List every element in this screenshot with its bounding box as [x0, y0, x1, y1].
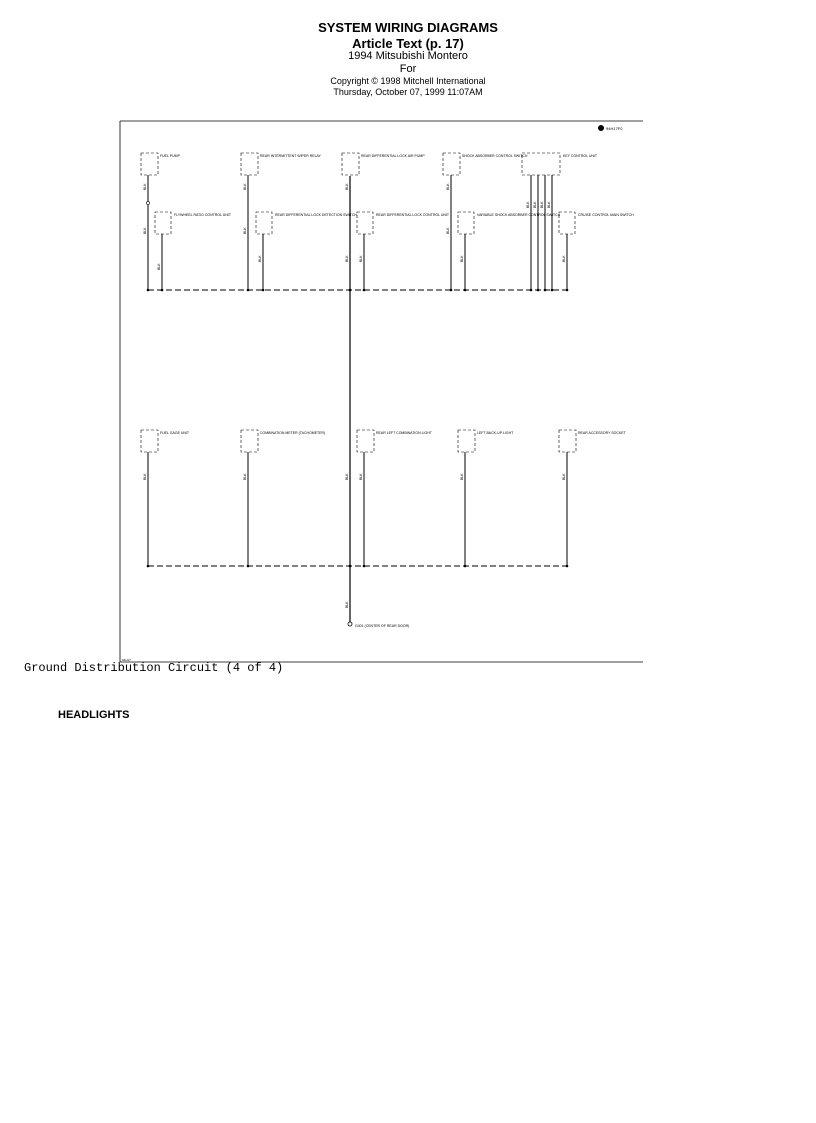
wire-tag: BLK [243, 473, 247, 480]
wire-color-tags [143, 183, 566, 608]
component-label: COMBINATION METER (TACHOMETER) [260, 431, 326, 435]
wire-tag: BLK [143, 183, 147, 190]
component-box [357, 430, 374, 452]
wire-tag: BLK [345, 255, 349, 262]
component-label: FUEL GAGE UNIT [160, 431, 190, 435]
junction-dot [349, 289, 352, 292]
wire-tag: BLK [359, 255, 363, 262]
badge-dot [598, 125, 604, 131]
print-date: Thursday, October 07, 1999 11:07AM [333, 87, 483, 97]
wire-tag: BLK [446, 183, 450, 190]
component-fuel-gage-unit [141, 430, 190, 566]
component-label: FUEL PUMP [160, 154, 180, 158]
wire-tag: BLK [345, 473, 349, 480]
component-rear-diff-detection-switch [256, 212, 357, 290]
component-rear-left-combination-light [357, 430, 433, 566]
component-box [241, 430, 258, 452]
junction-dot [551, 289, 554, 292]
component-rear-accessory-socket [559, 430, 627, 566]
component-box [443, 153, 460, 175]
component-left-backup-light [458, 430, 514, 566]
component-flywheel-ratio-unit [155, 212, 232, 290]
component-rear-diff-air-pump [342, 153, 425, 175]
component-box [458, 212, 474, 234]
component-label: KEY CONTROL UNIT [563, 154, 598, 158]
junction-dot [464, 565, 467, 568]
component-box [559, 430, 576, 452]
wire-tag: BLK [345, 601, 349, 608]
ground-point-g401 [348, 622, 409, 628]
component-box [155, 212, 171, 234]
ground-label: G401 (CENTER OF REAR DOOR) [355, 624, 410, 628]
article-page: Article Text (p. 17) [352, 36, 464, 51]
wire-tag: BLK [243, 183, 247, 190]
component-label: REAR DIFFERENTIAL LOCK CONTROL UNIT [376, 213, 450, 217]
junction-dot [464, 289, 467, 292]
component-key-control-unit [522, 153, 598, 290]
junction-dot [247, 289, 250, 292]
component-label: REAR ACCESSORY SOCKET [578, 431, 626, 435]
wire-tag: BLK [547, 201, 551, 208]
wire-tag: BLK [359, 473, 363, 480]
wire-tag: BLK [258, 255, 262, 262]
component-combination-meter [241, 430, 325, 566]
component-label: LEFT BACK-UP LIGHT [477, 431, 514, 435]
component-label: FLYWHEEL RATIO CONTROL UNIT [174, 213, 231, 217]
figure-badge [598, 125, 623, 131]
junction-dot [566, 565, 569, 568]
junction-dot [147, 565, 150, 568]
ground-icon [348, 622, 352, 626]
junction-dot [450, 289, 453, 292]
wire-tag: BLK [562, 255, 566, 262]
component-box [141, 153, 158, 175]
wire-tag: BLK [143, 227, 147, 234]
component-box [256, 212, 272, 234]
wire-tag: BLK [143, 473, 147, 480]
figure-caption: Ground Distribution Circuit (4 of 4) [24, 661, 284, 675]
junction-dot [161, 289, 164, 292]
splice [146, 201, 149, 204]
junction-dot [147, 289, 150, 292]
junction-dot [262, 289, 265, 292]
wire-tag: BLK [345, 183, 349, 190]
wire-tag: BLK [460, 473, 464, 480]
component-rear-wiper-relay [241, 153, 322, 290]
component-label: SHOCK ABSORBER CONTROL SWITCH [462, 154, 528, 158]
junction-dot [363, 289, 366, 292]
component-box [559, 212, 575, 234]
component-label: REAR DIFFERENTIAL LOCK AIR PUMP [361, 154, 425, 158]
junction-dot [349, 565, 352, 568]
wire-tag: BLK [533, 201, 537, 208]
component-label: CRUISE CONTROL MAIN SWITCH [578, 213, 634, 217]
component-box [342, 153, 359, 175]
component-label: REAR LEFT COMBINATION LIGHT [376, 431, 432, 435]
junction-dot [566, 289, 569, 292]
component-shock-absorber-switch [443, 153, 528, 290]
badge-text: 94H17F0 [606, 126, 623, 131]
copyright-line: Copyright © 1998 Mitchell International [330, 76, 486, 86]
wire-tag: BLK [562, 473, 566, 480]
section-heading: HEADLIGHTS [58, 709, 130, 721]
document-title: SYSTEM WIRING DIAGRAMS [318, 20, 498, 35]
component-label: REAR DIFFERENTIAL LOCK DETECTION SWITCH [275, 213, 357, 217]
component-box [357, 212, 373, 234]
wire-tag: BLK [540, 201, 544, 208]
wire-tag: BLK [243, 227, 247, 234]
junction-dot [247, 565, 250, 568]
component-box [141, 430, 158, 452]
junction-dot [530, 289, 533, 292]
wire-tag: BLK [446, 227, 450, 234]
junction-dot [537, 289, 540, 292]
component-box [241, 153, 258, 175]
component-label: VARIABLE SHOCK ABSORBER CONTROL SWITCH [477, 213, 561, 217]
component-box [522, 153, 560, 175]
wire-tag: BLK [526, 201, 530, 208]
junction-dot [544, 289, 547, 292]
vehicle-name: 1994 Mitsubishi Montero [348, 50, 468, 62]
component-label: REAR INTERMITTENT WIPER RELAY [260, 154, 321, 158]
component-box [458, 430, 475, 452]
figure-code: 94H17 [122, 658, 131, 662]
wire-tag: BLK [460, 255, 464, 262]
wire-tag: BLK [157, 263, 161, 270]
component-rear-diff-control-unit [357, 212, 450, 290]
for-line: For [399, 63, 417, 75]
junction-dot [363, 565, 366, 568]
component-cruise-main-switch [559, 212, 634, 290]
